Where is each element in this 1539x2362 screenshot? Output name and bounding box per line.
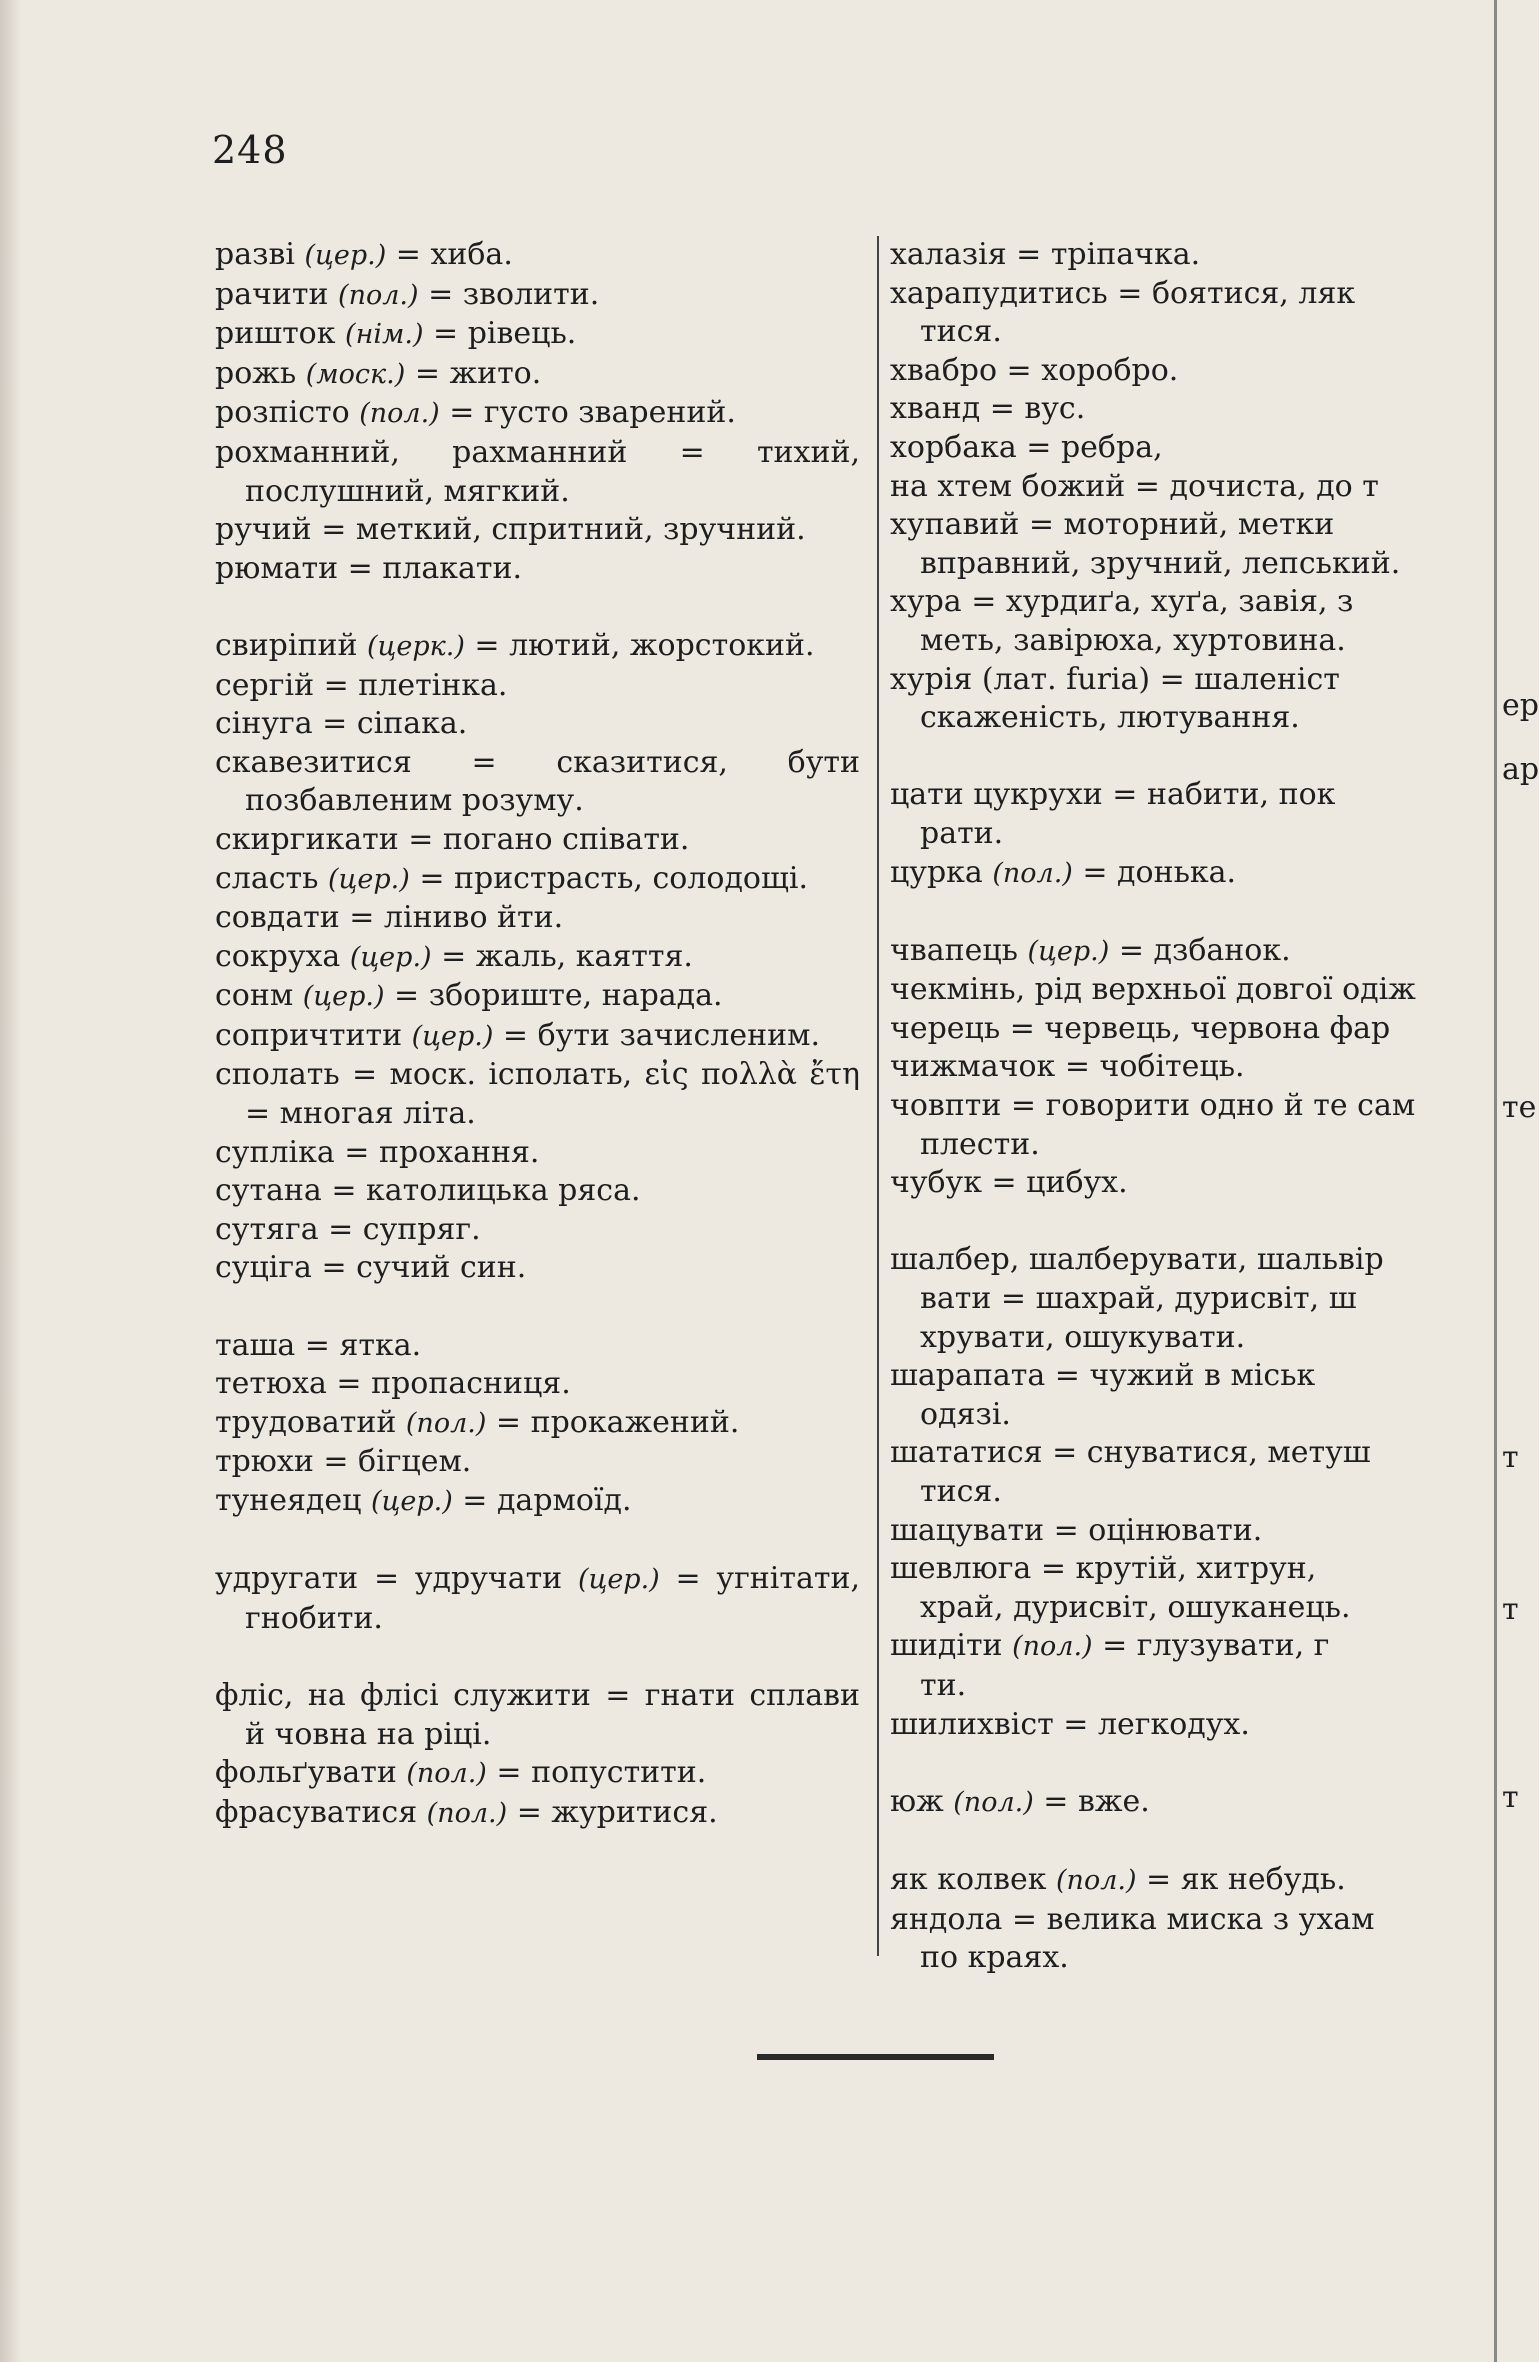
dictionary-entry <box>890 776 1502 815</box>
entry-abbreviation: (пол.) <box>426 1797 508 1829</box>
entry-text: одязі. <box>920 1396 1011 1432</box>
entry-definition: = донька. <box>1072 854 1237 890</box>
dictionary-entry <box>215 276 860 316</box>
entry-text: черець = червець, червона фар <box>890 1010 1391 1046</box>
dictionary-entry <box>890 1512 1502 1551</box>
dictionary-entry <box>890 1010 1502 1049</box>
entry-definition: = глузувати, г <box>1092 1628 1330 1664</box>
entry-text: плести. <box>920 1126 1040 1162</box>
entry-text: як колвек <box>890 1861 1057 1897</box>
dictionary-entry <box>890 468 1502 507</box>
entry-gap <box>215 1522 860 1561</box>
dictionary-entry <box>890 1627 1502 1667</box>
entry-abbreviation: (церк.) <box>367 630 465 662</box>
entry-text: шевлюга = крутій, хитрун, <box>890 1551 1317 1587</box>
dictionary-entry <box>890 545 1502 584</box>
dictionary-entry <box>890 429 1502 468</box>
entry-text: сопричтити <box>215 1017 412 1053</box>
dictionary-entry <box>215 667 860 706</box>
entry-definition: = пристрасть, солодощі. <box>409 860 809 896</box>
dictionary-entry <box>890 313 1502 352</box>
entry-text: ти. <box>920 1667 967 1703</box>
dictionary-entry <box>890 1861 1502 1901</box>
entry-definition: = вже. <box>1033 1783 1150 1819</box>
dictionary-entry <box>215 860 860 900</box>
dictionary-entry <box>215 1172 860 1211</box>
entry-text: тетюха = пропасниця. <box>215 1366 571 1402</box>
dictionary-entry <box>890 1087 1502 1126</box>
margin-text-fragment: ер <box>1502 688 1539 723</box>
entry-text: розпісто <box>215 395 360 431</box>
margin-text-fragment: т <box>1502 1592 1519 1627</box>
dictionary-entry <box>215 394 860 434</box>
entry-text: фольґувати <box>215 1755 407 1791</box>
entry-text: чекмінь, рід верхньої довгої одіж <box>890 972 1416 1008</box>
entry-text: скавезитися = сказитися, бути позбавленим розуму. <box>215 744 860 819</box>
dictionary-entry <box>890 699 1502 738</box>
dictionary-entry <box>215 821 860 860</box>
entry-gap <box>215 1638 860 1677</box>
entry-definition: = бути зачисленим. <box>493 1017 820 1053</box>
entry-abbreviation: (цер.) <box>577 1564 660 1596</box>
dictionary-entry <box>890 275 1502 314</box>
entry-text: рачити <box>215 276 339 312</box>
dictionary-entry <box>215 938 860 978</box>
entry-text: чубук = цибух. <box>890 1165 1128 1201</box>
dictionary-entry <box>215 744 860 821</box>
dictionary-entry <box>890 1589 1502 1628</box>
dictionary-entry <box>890 390 1502 429</box>
entry-text: фрасуватися <box>215 1794 427 1830</box>
dictionary-entry <box>890 1783 1502 1823</box>
entry-text: тися. <box>920 1474 1002 1509</box>
dictionary-entry <box>215 1794 860 1834</box>
entry-text: хрувати, ошукувати. <box>920 1319 1246 1355</box>
entry-text: юж <box>890 1783 954 1819</box>
entry-text: хвабро = хоробро. <box>890 352 1179 388</box>
dictionary-entry <box>890 1706 1502 1745</box>
column-divider <box>877 236 879 1956</box>
dictionary-entry <box>215 1560 860 1638</box>
entry-abbreviation: (цер.) <box>411 1020 494 1052</box>
dictionary-entry <box>215 1017 860 1057</box>
dictionary-entry <box>215 627 860 667</box>
dictionary-entry <box>890 1901 1502 1940</box>
dictionary-entry <box>890 1048 1502 1087</box>
entry-abbreviation: (пол.) <box>338 279 419 311</box>
entry-gap <box>890 1744 1502 1783</box>
dictionary-entry <box>890 1319 1502 1358</box>
entry-text: таша = ятка. <box>215 1327 422 1363</box>
dictionary-entry <box>215 1754 860 1794</box>
entry-abbreviation: (цер.) <box>304 240 387 271</box>
entry-abbreviation: (моск.) <box>305 358 406 390</box>
dictionary-entry <box>890 506 1502 545</box>
entry-definition: = як небудь. <box>1136 1861 1346 1897</box>
entry-text: сутана = католицька ряса. <box>215 1173 641 1209</box>
entry-gap <box>890 1822 1502 1861</box>
entry-text: удругати = удручати <box>215 1561 578 1597</box>
entry-definition: = жаль, каяття. <box>431 938 693 974</box>
entry-text: храй, дурисвіт, ошуканець. <box>920 1589 1351 1625</box>
entry-gap <box>215 1288 860 1327</box>
entry-text: трюхи = бігцем. <box>215 1444 472 1480</box>
dictionary-entry <box>215 550 860 589</box>
entry-abbreviation: (цер.) <box>370 1486 453 1517</box>
right-column <box>890 236 1502 1978</box>
entry-abbreviation: (пол.) <box>1012 1631 1093 1663</box>
entry-text: сінуга = сіпака. <box>215 706 468 742</box>
entry-text: тунеядец <box>215 1483 371 1518</box>
entry-text: меть, завірюха, хуртовина. <box>920 622 1346 658</box>
entry-text: сергій = плетінка. <box>215 667 508 703</box>
entry-abbreviation: (цер.) <box>328 863 410 895</box>
entry-abbreviation: (цер.) <box>1027 935 1110 967</box>
dictionary-entry <box>215 1211 860 1250</box>
dictionary-entry <box>890 236 1502 275</box>
entry-definition: = прокажений. <box>486 1404 740 1440</box>
entry-text: чвапець <box>890 932 1028 968</box>
entry-text: на хтем божий = дочиста, до т <box>890 468 1379 504</box>
dictionary-entry <box>890 1241 1502 1280</box>
dictionary-entry <box>215 1677 860 1754</box>
dictionary-entry <box>215 1327 860 1366</box>
dictionary-entry <box>890 1126 1502 1165</box>
dictionary-entry <box>890 971 1502 1010</box>
dictionary-entry <box>215 355 860 395</box>
entry-text: сонм <box>215 978 303 1014</box>
entry-definition: = зволити. <box>418 276 600 312</box>
entry-text: хорбака = ребра, <box>890 429 1163 465</box>
dictionary-entry <box>890 1550 1502 1589</box>
dictionary-entry <box>890 661 1502 700</box>
left-column <box>215 236 860 1833</box>
dictionary-entry <box>890 932 1502 972</box>
entry-text: рати. <box>920 815 1004 851</box>
margin-text-fragment: т <box>1502 1440 1519 1475</box>
entry-text: супліка = прохання. <box>215 1134 540 1170</box>
entry-text: човпти = говорити одно й те сам <box>890 1088 1416 1124</box>
entry-definition: = журитися. <box>507 1794 718 1830</box>
entry-text: ручий = меткий, спритний, зручний. <box>215 512 806 548</box>
dictionary-entry <box>890 1939 1502 1978</box>
entry-text: шидіти <box>890 1628 1013 1664</box>
entry-gap <box>890 1203 1502 1242</box>
next-page-edge <box>1494 0 1497 2362</box>
entry-text: сласть <box>215 860 329 896</box>
dictionary-entry <box>215 315 860 355</box>
entry-text: цати цукрухи = набити, пок <box>890 777 1336 813</box>
entry-definition: = густо зварений. <box>439 395 736 431</box>
dictionary-entry <box>215 236 860 276</box>
dictionary-entry <box>890 622 1502 661</box>
dictionary-entry <box>890 352 1502 391</box>
entry-text: совдати = ліниво йти. <box>215 900 564 936</box>
entry-text: сполать = моск. ісполать, εἰς πολλὰ ἔτη = многая літа. <box>215 1057 860 1132</box>
margin-text-fragment: т <box>1502 1780 1519 1815</box>
dictionary-entry <box>215 1134 860 1173</box>
entry-abbreviation: (пол.) <box>992 857 1073 889</box>
entry-text: рохманний, рахманний = тихий, послушний, мягкий. <box>215 434 860 509</box>
dictionary-entry <box>890 1434 1502 1473</box>
dictionary-entry <box>215 1443 860 1482</box>
entry-text: свиріпий <box>215 627 368 663</box>
entry-text: рюмати = плакати. <box>215 550 523 586</box>
dictionary-entry <box>890 1280 1502 1319</box>
entry-text: хурія (лат. furia) = шаленіст <box>890 661 1340 697</box>
entry-text: рожь <box>215 355 306 391</box>
dictionary-entry <box>890 1473 1502 1512</box>
entry-text: харапудитись = боятися, ляк <box>890 275 1356 311</box>
dictionary-entry <box>215 434 860 511</box>
entry-text: шацувати = оцінювати. <box>890 1512 1263 1548</box>
entry-text: хура = хурдиґа, хуґа, завія, з <box>890 584 1354 620</box>
entry-text: шататися = снуватися, метуш <box>890 1435 1371 1471</box>
dictionary-entry <box>215 1482 860 1522</box>
entry-abbreviation: (цер.) <box>349 941 432 973</box>
entry-definition: = хиба. <box>386 237 513 272</box>
entry-abbreviation: (пол.) <box>406 1758 487 1790</box>
entry-text: фліс, на флісі служити = гнати сплави й човна на ріці. <box>215 1677 860 1752</box>
entry-text: хванд = вус. <box>890 391 1086 427</box>
entry-definition: = рівець. <box>423 316 577 352</box>
entry-text: по краях. <box>920 1940 1069 1976</box>
dictionary-entry <box>890 815 1502 854</box>
entry-definition: = жито. <box>405 355 542 391</box>
dictionary-entry <box>890 1164 1502 1203</box>
dictionary-entry <box>215 1404 860 1444</box>
dictionary-entry <box>215 1249 860 1288</box>
entry-text: вати = шахрай, дурисвіт, ш <box>920 1281 1357 1317</box>
entry-text: сокруха <box>215 938 350 974</box>
entry-text: скаженість, лютування. <box>920 700 1300 736</box>
dictionary-entry <box>215 977 860 1017</box>
entry-definition: = попустити. <box>486 1755 707 1791</box>
entry-text: шилихвіст = легкодух. <box>890 1706 1250 1742</box>
entry-gap <box>890 738 1502 777</box>
entry-abbreviation: (пол.) <box>359 398 440 430</box>
entry-text: трудоватий <box>215 1404 406 1440</box>
entry-abbreviation: (пол.) <box>405 1407 487 1439</box>
dictionary-entry <box>215 511 860 550</box>
dictionary-entry <box>215 899 860 938</box>
entry-text: яндола = велика миска з ухам <box>890 1901 1375 1937</box>
dictionary-entry <box>890 583 1502 622</box>
entry-text: сутяга = супряг. <box>215 1211 481 1247</box>
entry-definition: = дзбанок. <box>1109 932 1291 968</box>
margin-text-fragment: те <box>1502 1090 1537 1125</box>
entry-text: скиргикати = погано співати. <box>215 821 690 857</box>
entry-text: тися. <box>920 314 1002 350</box>
dictionary-entry <box>215 1365 860 1404</box>
entry-definition: = збориште, нарада. <box>384 978 723 1014</box>
entry-gap <box>890 893 1502 932</box>
entry-definition: = угнітати, гнобити. <box>245 1561 860 1636</box>
entry-text: шалбер, шалберувати, шальвір <box>890 1242 1384 1278</box>
entry-abbreviation: (пол.) <box>1056 1864 1137 1896</box>
entry-abbreviation: (нім.) <box>345 319 424 351</box>
entry-gap <box>215 588 860 627</box>
dictionary-entry <box>890 1667 1502 1706</box>
entry-abbreviation: (пол.) <box>953 1786 1034 1818</box>
margin-text-fragment: ар <box>1502 752 1539 787</box>
entry-abbreviation: (цер.) <box>302 981 385 1013</box>
entry-text: разві <box>215 237 305 272</box>
dictionary-entry <box>215 705 860 744</box>
entry-text: ришток <box>215 316 346 352</box>
dictionary-entry <box>890 854 1502 894</box>
dictionary-entry <box>890 1396 1502 1435</box>
dictionary-entry <box>890 1357 1502 1396</box>
entry-text: шарапата = чужий в міськ <box>890 1358 1316 1394</box>
entry-text: цурка <box>890 854 993 890</box>
entry-definition: = дармоїд. <box>452 1483 632 1518</box>
dictionary-entry <box>215 1056 860 1133</box>
end-of-section-rule <box>757 2054 994 2060</box>
page-number: 248 <box>212 128 288 172</box>
entry-definition: = лютий, жорстокий. <box>464 627 815 663</box>
page-gutter-shadow <box>0 0 22 2362</box>
entry-text: суціга = сучий син. <box>215 1250 527 1286</box>
entry-text: чижмачок = чобітець. <box>890 1049 1245 1085</box>
entry-text: вправний, зручний, лепський. <box>920 545 1401 581</box>
entry-text: хупавий = моторний, метки <box>890 507 1335 543</box>
entry-text: халазія = тріпачка. <box>890 237 1201 272</box>
